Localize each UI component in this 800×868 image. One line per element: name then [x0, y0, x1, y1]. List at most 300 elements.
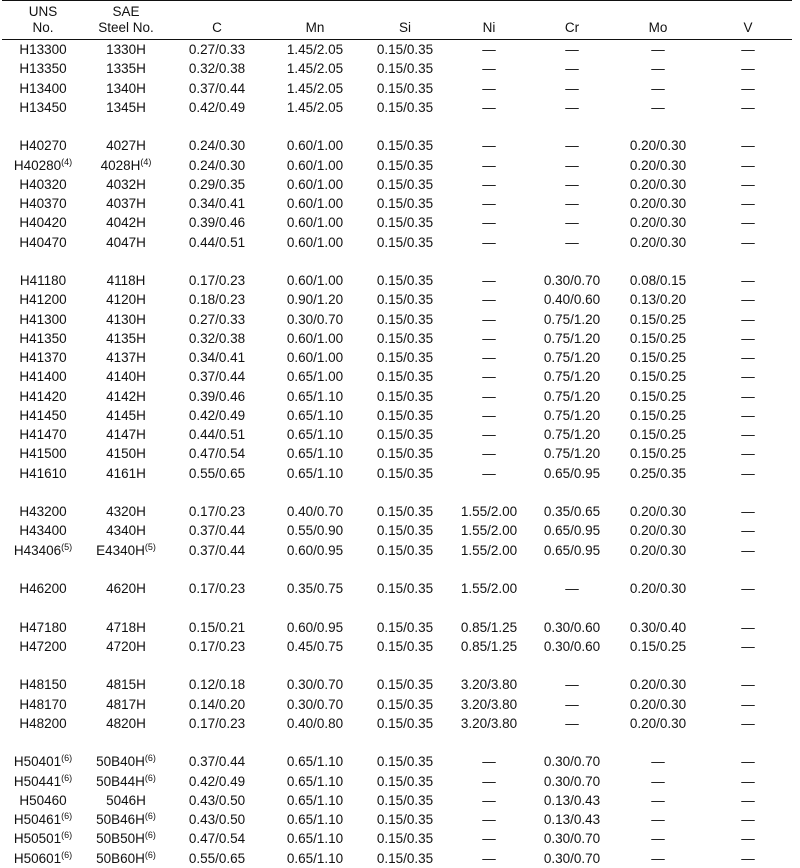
mn-cell-value: 0.60/0.95: [286, 542, 344, 558]
mo-cell-value: 0.30/0.40: [629, 619, 687, 635]
cr-cell-value: 0.30/0.60: [543, 638, 601, 654]
table-row: [2, 675, 792, 694]
sae-cell-value: 1330H: [106, 42, 146, 58]
cr-cell: [532, 406, 612, 425]
mn-cell-value: 1.45/2.05: [286, 99, 344, 115]
si-cell-value: 0.15/0.35: [376, 369, 434, 385]
mo-cell-value: —: [651, 850, 665, 866]
sae-cell: [84, 329, 168, 348]
mo-cell-value: 0.20/0.30: [629, 523, 687, 539]
v-cell: [704, 271, 792, 290]
mo-cell-value: 0.20/0.30: [629, 234, 687, 250]
c-cell-value: 0.55/0.65: [188, 465, 246, 481]
cr-cell: [532, 714, 612, 733]
v-cell-value: —: [741, 215, 755, 231]
mo-cell: [612, 464, 704, 483]
sae-cell-value: 4720H: [106, 638, 146, 654]
mn-cell: [266, 810, 364, 829]
cr-cell-value: —: [565, 196, 579, 212]
v-cell-value: —: [741, 831, 755, 847]
si-cell-value: 0.15/0.35: [376, 176, 434, 192]
sae-cell: [84, 464, 168, 483]
mo-cell-value: 0.15/0.25: [629, 350, 687, 366]
c-cell-value: 0.32/0.38: [188, 330, 246, 346]
v-cell-value: —: [741, 176, 755, 192]
uns-cell-value: H48170: [19, 696, 67, 712]
uns-cell-value: H47180: [19, 619, 67, 635]
si-cell-value: 0.15/0.35: [376, 638, 434, 654]
uns-cell: [2, 348, 84, 367]
v-cell-value: —: [741, 369, 755, 385]
c-cell-value: 0.17/0.23: [188, 638, 246, 654]
si-cell: [364, 579, 446, 598]
v-cell: [704, 310, 792, 329]
ni-cell-value: —: [482, 465, 496, 481]
uns-cell: [2, 136, 84, 155]
v-cell-value: —: [741, 407, 755, 423]
mo-cell-value: 0.25/0.35: [629, 465, 687, 481]
si-cell-value: 0.15/0.35: [376, 311, 434, 327]
v-cell-value: —: [741, 465, 755, 481]
uns-cell: [2, 444, 84, 463]
ni-cell-value: —: [482, 369, 496, 385]
uns-cell-value: H48200: [19, 715, 67, 731]
v-cell-value: —: [741, 330, 755, 346]
si-cell: [364, 98, 446, 117]
mn-cell: [266, 310, 364, 329]
uns-cell: [2, 98, 84, 117]
mn-cell: [266, 156, 364, 175]
ni-cell: [446, 829, 532, 848]
uns-header-line1: UNS: [2, 1, 84, 21]
mo-cell: [612, 367, 704, 386]
v-cell-value: —: [741, 292, 755, 308]
mo-cell-value: 0.20/0.30: [629, 176, 687, 192]
mo-cell-value: 0.15/0.25: [629, 330, 687, 346]
sae-cell-value: 4042H: [106, 215, 146, 231]
table-row: [2, 175, 792, 194]
uns-cell-value: H41180: [19, 273, 67, 289]
si-cell: [364, 387, 446, 406]
mo-cell: [612, 98, 704, 117]
si-cell: [364, 675, 446, 694]
si-cell: [364, 464, 446, 483]
mo-cell: [612, 752, 704, 771]
table-row: [2, 79, 792, 98]
mo-cell: [612, 829, 704, 848]
mo-cell: [612, 772, 704, 791]
mo-cell-value: 0.20/0.30: [629, 157, 687, 173]
mn-cell-value: 0.65/1.10: [286, 831, 344, 847]
si-cell-value: 0.15/0.35: [376, 215, 434, 231]
mn-cell-value: 0.65/1.10: [286, 754, 344, 770]
v-cell-value: —: [741, 196, 755, 212]
cr-cell-value: —: [565, 234, 579, 250]
c-cell: [168, 425, 266, 444]
si-cell: [364, 310, 446, 329]
mo-cell: [612, 329, 704, 348]
v-header: V: [704, 20, 792, 40]
ni-cell: [446, 579, 532, 598]
mo-cell-value: 0.15/0.25: [629, 369, 687, 385]
v-cell-value: —: [741, 696, 755, 712]
v-cell: [704, 791, 792, 810]
c-cell: [168, 502, 266, 521]
cr-cell: [532, 695, 612, 714]
cr-cell: [532, 290, 612, 309]
uns-cell-value: H41350: [19, 330, 67, 346]
c-cell-value: 0.34/0.41: [188, 350, 246, 366]
mo-cell: [612, 637, 704, 656]
sae-cell-value: 4137H: [106, 350, 146, 366]
v-cell: [704, 425, 792, 444]
uns-cell: [2, 387, 84, 406]
mn-cell: [266, 194, 364, 213]
si-cell-value: 0.15/0.35: [376, 504, 434, 520]
sae-cell-value: 1340H: [106, 80, 146, 96]
uns-cell-value: H50441: [13, 773, 62, 789]
v-cell-value: —: [741, 273, 755, 289]
v-cell: [704, 387, 792, 406]
c-cell-value: 0.43/0.50: [188, 812, 246, 828]
sae-cell-value: 50B46H: [96, 812, 145, 828]
si-cell: [364, 40, 446, 60]
ni-cell: [446, 772, 532, 791]
si-cell: [364, 233, 446, 252]
c-cell: [168, 98, 266, 117]
mn-cell-value: 0.60/1.00: [286, 234, 344, 250]
uns-cell: [2, 618, 84, 637]
si-cell: [364, 791, 446, 810]
ni-cell: [446, 444, 532, 463]
mo-cell-value: —: [651, 831, 665, 847]
mo-cell: [612, 59, 704, 78]
table-row: [2, 695, 792, 714]
ni-cell: [446, 425, 532, 444]
ni-cell-value: —: [482, 99, 496, 115]
table-row: [2, 714, 792, 733]
uns-cell: [2, 156, 84, 175]
sae-cell: [84, 849, 168, 868]
uns-cell: [2, 329, 84, 348]
uns-cell-value: H41420: [19, 388, 67, 404]
mn-cell-value: 0.60/1.00: [286, 215, 344, 231]
uns-cell-value: H50460: [19, 792, 67, 808]
mn-cell: [266, 618, 364, 637]
mn-cell-value: 0.60/1.00: [286, 157, 344, 173]
mn-cell: [266, 521, 364, 540]
sae-cell: [84, 387, 168, 406]
sae-cell-value: 4140H: [106, 369, 146, 385]
uns-cell: [2, 849, 84, 868]
si-cell: [364, 425, 446, 444]
mn-cell-value: 0.55/0.90: [286, 523, 344, 539]
mo-cell: [612, 849, 704, 868]
c-cell-value: 0.17/0.23: [188, 581, 246, 597]
v-cell-value: —: [741, 523, 755, 539]
footnote-ref: (6): [61, 811, 73, 822]
uns-cell: [2, 59, 84, 78]
cr-cell: [532, 175, 612, 194]
ni-cell-value: —: [482, 812, 496, 828]
uns-cell: [2, 233, 84, 252]
table-row: [2, 637, 792, 656]
uns-cell-value: H43200: [19, 504, 67, 520]
uns-cell-value: H43406: [13, 542, 62, 558]
mn-cell-value: 0.30/0.70: [286, 311, 344, 327]
ni-cell: [446, 618, 532, 637]
group-spacer: [2, 656, 792, 675]
mo-cell: [612, 233, 704, 252]
uns-cell: [2, 810, 84, 829]
uns-cell-value: H47200: [19, 638, 67, 654]
v-cell-value: —: [741, 427, 755, 443]
v-cell: [704, 290, 792, 309]
mo-header: Mo: [612, 20, 704, 40]
mo-cell-value: 0.20/0.30: [629, 138, 687, 154]
si-cell-value: 0.15/0.35: [376, 831, 434, 847]
ni-cell-value: —: [482, 234, 496, 250]
v-cell: [704, 829, 792, 848]
cr-cell: [532, 98, 612, 117]
table-row: [2, 271, 792, 290]
v-cell: [704, 98, 792, 117]
sae-cell-value: 4815H: [106, 677, 146, 693]
ni-cell-value: 3.20/3.80: [460, 677, 518, 693]
mo-cell-value: —: [651, 61, 665, 77]
ni-cell: [446, 98, 532, 117]
si-cell: [364, 329, 446, 348]
footnote-ref: (4): [140, 156, 152, 167]
mo-cell-value: 0.20/0.30: [629, 696, 687, 712]
ni-cell-value: —: [482, 273, 496, 289]
cr-cell-value: 0.30/0.70: [543, 773, 601, 789]
c-cell-value: 0.24/0.30: [188, 138, 246, 154]
sae-cell: [84, 213, 168, 232]
ni-cell-value: 0.85/1.25: [460, 638, 518, 654]
c-cell-value: 0.32/0.38: [188, 61, 246, 77]
si-cell-value: 0.15/0.35: [376, 273, 434, 289]
ni-cell-value: —: [482, 157, 496, 173]
ni-cell-value: 1.55/2.00: [460, 504, 518, 520]
mn-cell-value: 1.45/2.05: [286, 80, 344, 96]
c-cell-value: 0.24/0.30: [188, 157, 246, 173]
cr-cell-value: 0.65/0.95: [543, 523, 601, 539]
v-cell: [704, 213, 792, 232]
table-row: [2, 849, 792, 868]
cr-cell-value: —: [565, 581, 579, 597]
v-cell-value: —: [741, 581, 755, 597]
footnote-ref: (6): [61, 849, 73, 860]
cr-cell: [532, 541, 612, 560]
mo-cell: [612, 791, 704, 810]
v-cell-value: —: [741, 773, 755, 789]
ni-cell: [446, 59, 532, 78]
uns-cell: [2, 271, 84, 290]
table-body: [2, 40, 792, 868]
mo-cell-value: 0.15/0.25: [629, 407, 687, 423]
mn-cell: [266, 502, 364, 521]
footnote-ref: (6): [144, 753, 156, 764]
si-cell: [364, 271, 446, 290]
cr-cell: [532, 40, 612, 60]
v-cell-value: —: [741, 792, 755, 808]
c-cell-value: 0.47/0.54: [188, 831, 246, 847]
mo-cell-value: 0.20/0.30: [629, 215, 687, 231]
ni-cell: [446, 387, 532, 406]
uns-cell: [2, 829, 84, 848]
ni-cell-value: —: [482, 80, 496, 96]
mo-cell-value: 0.15/0.25: [629, 388, 687, 404]
ni-header: Ni: [446, 20, 532, 40]
sae-cell: [84, 637, 168, 656]
c-cell-value: 0.47/0.54: [188, 446, 246, 462]
si-cell-value: 0.15/0.35: [376, 773, 434, 789]
mo-cell: [612, 310, 704, 329]
sae-cell-value: 50B40H: [96, 754, 145, 770]
table-header: [2, 1, 792, 40]
footnote-ref: (6): [144, 849, 156, 860]
c-cell-value: 0.17/0.23: [188, 273, 246, 289]
mo-cell-value: 0.15/0.25: [629, 638, 687, 654]
c-cell-value: 0.15/0.21: [188, 619, 246, 635]
si-cell-value: 0.15/0.35: [376, 542, 434, 558]
sae-cell-value: 4820H: [106, 715, 146, 731]
ni-cell: [446, 136, 532, 155]
sae-cell-value: 4320H: [106, 504, 146, 520]
sae-cell: [84, 406, 168, 425]
table-row: [2, 387, 792, 406]
mn-cell: [266, 348, 364, 367]
uns-cell-value: H46200: [19, 581, 67, 597]
table-row: [2, 194, 792, 213]
mo-cell: [612, 541, 704, 560]
mo-cell: [612, 136, 704, 155]
ni-cell-value: 0.85/1.25: [460, 619, 518, 635]
ni-cell: [446, 675, 532, 694]
uns-cell-value: H41200: [19, 292, 67, 308]
sae-cell-value: 5046H: [106, 792, 146, 808]
v-cell: [704, 810, 792, 829]
c-cell-value: 0.17/0.23: [188, 715, 246, 731]
c-cell: [168, 367, 266, 386]
mo-cell: [612, 156, 704, 175]
uns-cell-value: H41610: [19, 465, 67, 481]
sae-cell-value: 4620H: [106, 581, 146, 597]
ni-cell-value: 3.20/3.80: [460, 696, 518, 712]
v-cell-value: —: [741, 80, 755, 96]
mn-cell: [266, 233, 364, 252]
table-row: [2, 464, 792, 483]
sae-cell-value: 4817H: [106, 696, 146, 712]
c-cell-value: 0.37/0.44: [188, 369, 246, 385]
uns-cell: [2, 310, 84, 329]
table-row: [2, 136, 792, 155]
cr-cell-value: 0.30/0.60: [543, 619, 601, 635]
si-cell: [364, 136, 446, 155]
footnote-ref: (5): [144, 541, 156, 552]
sae-cell: [84, 98, 168, 117]
mn-cell-value: 1.45/2.05: [286, 61, 344, 77]
c-cell: [168, 791, 266, 810]
si-cell: [364, 59, 446, 78]
cr-cell: [532, 387, 612, 406]
c-cell-value: 0.39/0.46: [188, 215, 246, 231]
mn-cell-value: 0.65/1.10: [286, 427, 344, 443]
mn-cell: [266, 829, 364, 848]
v-cell-value: —: [741, 99, 755, 115]
si-cell: [364, 444, 446, 463]
cr-cell-value: 0.75/1.20: [543, 446, 601, 462]
mn-cell-value: 0.65/1.10: [286, 850, 344, 866]
mn-cell-value: 0.30/0.70: [286, 696, 344, 712]
cr-cell: [532, 348, 612, 367]
ni-cell: [446, 810, 532, 829]
si-cell-value: 0.15/0.35: [376, 42, 434, 58]
uns-cell: [2, 290, 84, 309]
mo-cell-value: —: [651, 792, 665, 808]
mn-cell-value: 0.60/1.00: [286, 330, 344, 346]
v-cell: [704, 175, 792, 194]
si-cell: [364, 156, 446, 175]
si-cell: [364, 714, 446, 733]
ni-cell: [446, 714, 532, 733]
cr-cell: [532, 79, 612, 98]
si-cell: [364, 752, 446, 771]
cr-cell: [532, 772, 612, 791]
mn-cell-value: 0.60/1.00: [286, 196, 344, 212]
mn-cell-value: 1.45/2.05: [286, 42, 344, 58]
mn-cell: [266, 175, 364, 194]
table-row: [2, 156, 792, 175]
uns-cell-value: H40420: [19, 215, 67, 231]
mo-cell: [612, 387, 704, 406]
footnote-ref: (5): [61, 541, 73, 552]
c-cell: [168, 752, 266, 771]
mn-cell: [266, 714, 364, 733]
cr-cell: [532, 329, 612, 348]
ni-cell-value: —: [482, 42, 496, 58]
si-cell-value: 0.15/0.35: [376, 99, 434, 115]
c-cell-value: 0.37/0.44: [188, 754, 246, 770]
mo-cell: [612, 425, 704, 444]
uns-cell-value: H40270: [19, 138, 67, 154]
c-cell: [168, 695, 266, 714]
table-row: [2, 348, 792, 367]
sae-cell-value: E4340H: [96, 542, 145, 558]
table-row: [2, 406, 792, 425]
mn-cell-value: 0.60/0.95: [286, 619, 344, 635]
mo-cell-value: —: [651, 80, 665, 96]
cr-cell: [532, 579, 612, 598]
mo-cell-value: 0.20/0.30: [629, 677, 687, 693]
ni-cell-value: —: [482, 61, 496, 77]
si-cell-value: 0.15/0.35: [376, 80, 434, 96]
v-cell: [704, 156, 792, 175]
sae-cell: [84, 233, 168, 252]
v-cell-value: —: [741, 850, 755, 866]
c-cell: [168, 175, 266, 194]
mn-cell-value: 0.45/0.75: [286, 638, 344, 654]
v-cell: [704, 637, 792, 656]
uns-cell: [2, 772, 84, 791]
ni-cell: [446, 79, 532, 98]
v-cell: [704, 502, 792, 521]
uns-cell: [2, 541, 84, 560]
ni-cell-value: 1.55/2.00: [460, 523, 518, 539]
si-cell-value: 0.15/0.35: [376, 407, 434, 423]
si-cell: [364, 829, 446, 848]
